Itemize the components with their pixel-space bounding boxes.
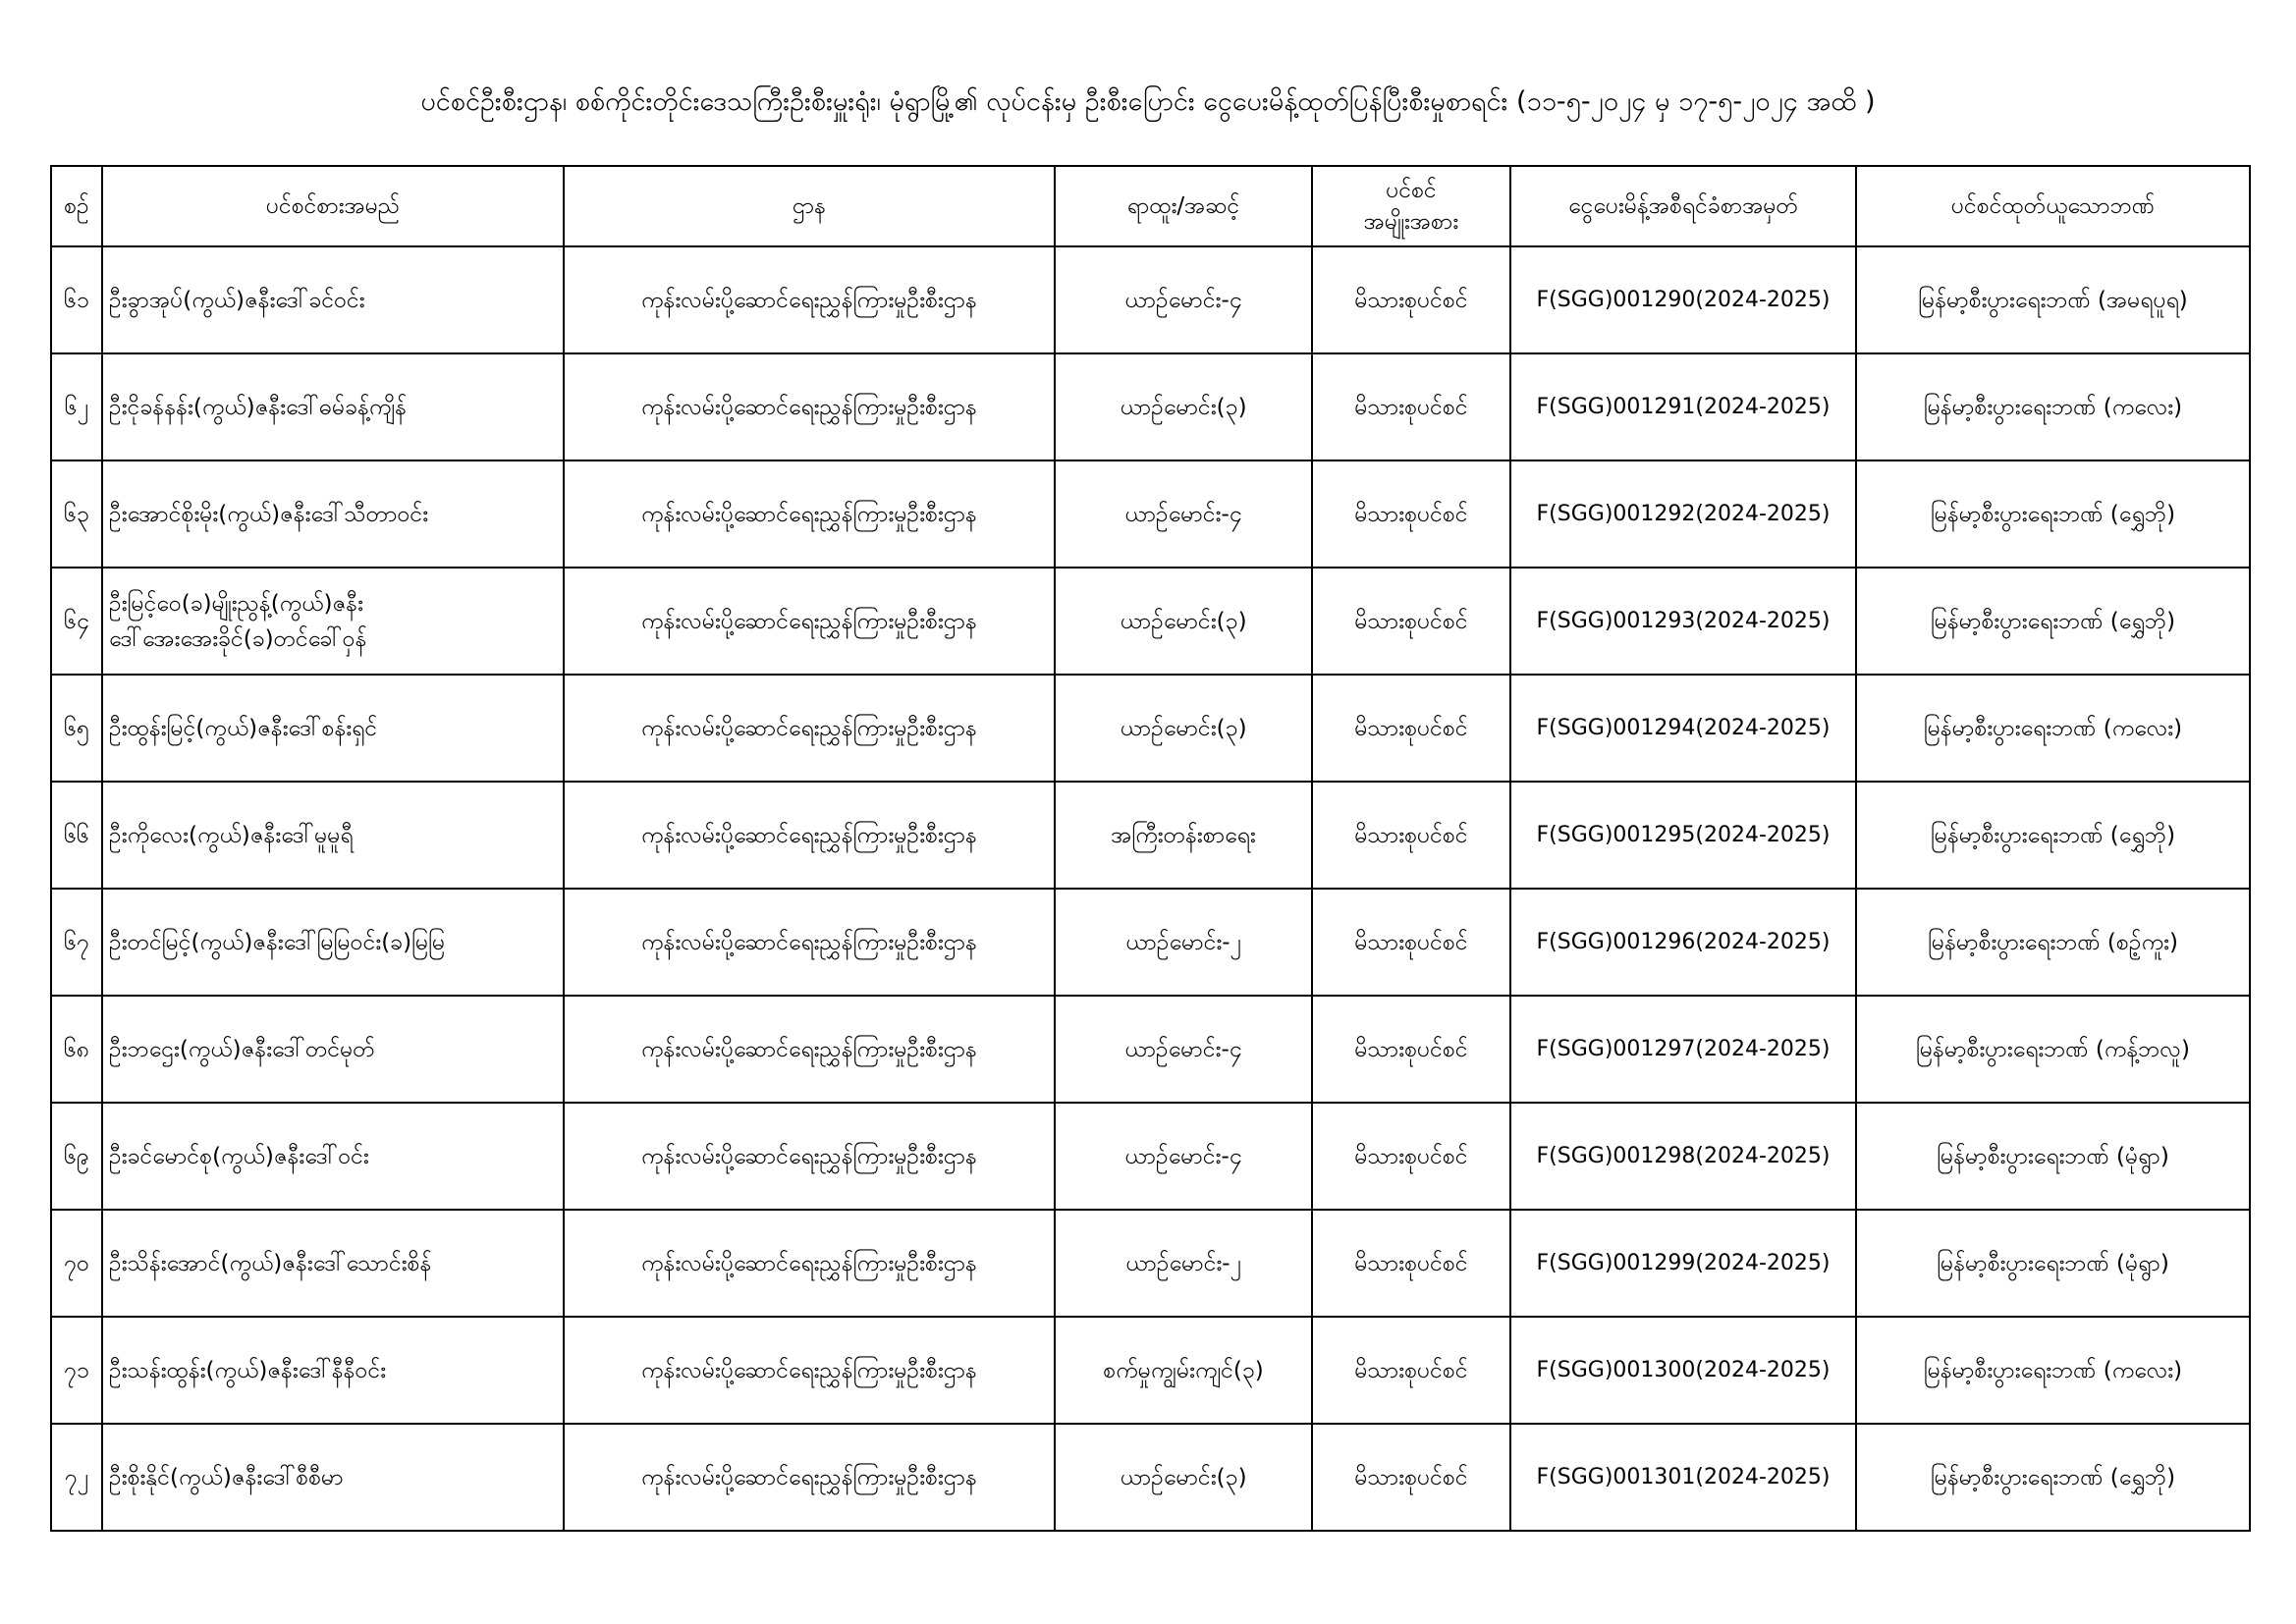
- cell-no: ၇၀: [51, 1210, 102, 1317]
- cell-bank: မြန်မာ့စီးပွားရေးဘဏ် (မုံရွာ): [1856, 1210, 2250, 1317]
- cell-order-no: F(SGG)001292(2024-2025): [1510, 460, 1856, 568]
- cell-order-no: F(SGG)001300(2024-2025): [1510, 1317, 1856, 1424]
- cell-department: ကုန်းလမ်းပို့ဆောင်ရေးညွှန်ကြားမှုဦးစီးဌာန: [564, 246, 1055, 353]
- cell-pension-type: မိသားစုပင်စင်: [1312, 1317, 1510, 1424]
- pension-table: [50, 165, 2251, 1532]
- cell-rank: အကြီးတန်းစာရေး: [1055, 782, 1312, 889]
- cell-order-no: F(SGG)001297(2024-2025): [1510, 996, 1856, 1103]
- cell-rank: ယာဉ်မောင်း-၂: [1055, 1210, 1312, 1317]
- table-row: [51, 353, 2250, 460]
- cell-bank: မြန်မာ့စီးပွားရေးဘဏ် (ရွှေဘို): [1856, 568, 2250, 675]
- header-pension-type: [1312, 166, 1510, 246]
- table-row: [51, 1424, 2250, 1531]
- header-pension-type-line1: ပင်စင်: [1386, 178, 1437, 203]
- cell-name-line1: ဦးအောင်စိုးမိုး(ကွယ်)ဇနီးဒေါ်သီတာဝင်း: [109, 501, 429, 527]
- cell-no: ၆၉: [51, 1103, 102, 1210]
- cell-department: ကုန်းလမ်းပို့ဆောင်ရေးညွှန်ကြားမှုဦးစီးဌာန: [564, 675, 1055, 782]
- cell-department: ကုန်းလမ်းပို့ဆောင်ရေးညွှန်ကြားမှုဦးစီးဌာန: [564, 1424, 1055, 1531]
- table-row: [51, 1317, 2250, 1424]
- table-header-row: [51, 166, 2250, 246]
- header-pension-type-line2: အမျိုးအစား: [1363, 209, 1459, 235]
- cell-no: ၆၆: [51, 782, 102, 889]
- cell-rank: ယာဉ်မောင်း(၃): [1055, 1424, 1312, 1531]
- cell-pension-type: မိသားစုပင်စင်: [1312, 675, 1510, 782]
- cell-no: ၆၄: [51, 568, 102, 675]
- cell-department: ကုန်းလမ်းပို့ဆောင်ရေးညွှန်ကြားမှုဦးစီးဌာန: [564, 353, 1055, 460]
- cell-bank: မြန်မာ့စီးပွားရေးဘဏ် (ကလေး): [1856, 675, 2250, 782]
- cell-name: [102, 1210, 564, 1317]
- cell-name: [102, 675, 564, 782]
- cell-order-no: F(SGG)001296(2024-2025): [1510, 889, 1856, 996]
- cell-order-no: F(SGG)001295(2024-2025): [1510, 782, 1856, 889]
- cell-name: [102, 353, 564, 460]
- cell-pension-type: မိသားစုပင်စင်: [1312, 889, 1510, 996]
- cell-no: ၆၅: [51, 675, 102, 782]
- cell-name: [102, 246, 564, 353]
- table-body: [51, 246, 2250, 1531]
- cell-order-no: F(SGG)001290(2024-2025): [1510, 246, 1856, 353]
- cell-department: ကုန်းလမ်းပို့ဆောင်ရေးညွှန်ကြားမှုဦးစီးဌာန: [564, 996, 1055, 1103]
- cell-pension-type: မိသားစုပင်စင်: [1312, 568, 1510, 675]
- cell-rank: ယာဉ်မောင်း-၄: [1055, 1103, 1312, 1210]
- cell-name: [102, 1424, 564, 1531]
- document-title: ပင်စင်ဦးစီးဌာန၊ စစ်ကိုင်းတိုင်းဒေသကြီးဦးစီးမှူးရုံး၊ မုံရွာမြို့၏ လုပ်ငန်းမှ ဦးစီးပြောင်း ငွေပေးမိန့်ထုတ်ပြန်ပြီးစီးမှုစာရင်း (၁၁-၅-၂၀၂၄ မှ ၁၇-၅-၂၀၂၄ အထိ ): [420, 86, 1876, 117]
- cell-department: ကုန်းလမ်းပို့ဆောင်ရေးညွှန်ကြားမှုဦးစီးဌာန: [564, 568, 1055, 675]
- cell-no: ၆၂: [51, 353, 102, 460]
- cell-pension-type: မိသားစုပင်စင်: [1312, 1210, 1510, 1317]
- cell-bank: မြန်မာ့စီးပွားရေးဘဏ် (ရွှေဘို): [1856, 1424, 2250, 1531]
- cell-department: ကုန်းလမ်းပို့ဆောင်ရေးညွှန်ကြားမှုဦးစီးဌာန: [564, 460, 1055, 568]
- cell-name: [102, 1317, 564, 1424]
- cell-department: ကုန်းလမ်းပို့ဆောင်ရေးညွှန်ကြားမှုဦးစီးဌာန: [564, 889, 1055, 996]
- cell-name: [102, 568, 564, 675]
- table-row: [51, 782, 2250, 889]
- cell-name-line2: ဒေါ်အေးအေးခိုင်(ခ)တင်ခေါ်ဝှန်: [109, 625, 367, 652]
- cell-name-line1: ဦးကိုလေး(ကွယ်)ဇနီးဒေါ်မူမူရီ: [109, 822, 354, 848]
- cell-rank: ယာဉ်မောင်း(၃): [1055, 675, 1312, 782]
- cell-name-line1: ဦးသိန်းအောင်(ကွယ်)ဇနီးဒေါ်သောင်းစိန်: [109, 1250, 432, 1276]
- cell-no: ၆၁: [51, 246, 102, 353]
- cell-bank: မြန်မာ့စီးပွားရေးဘဏ် (အမရပူရ): [1856, 246, 2250, 353]
- cell-name-line1: ဦးမြင့်ဝေ(ခ)မျိုးညွန့်(ကွယ်)ဇနီး: [109, 590, 363, 617]
- cell-pension-type: မိသားစုပင်စင်: [1312, 246, 1510, 353]
- header-rank: ရာထူး/အဆင့်: [1055, 166, 1312, 246]
- cell-pension-type: မိသားစုပင်စင်: [1312, 353, 1510, 460]
- cell-name: [102, 460, 564, 568]
- cell-rank: ယာဉ်မောင်း-၄: [1055, 246, 1312, 353]
- cell-department: ကုန်းလမ်းပို့ဆောင်ရေးညွှန်ကြားမှုဦးစီးဌာန: [564, 1210, 1055, 1317]
- cell-rank: ယာဉ်မောင်း(၃): [1055, 568, 1312, 675]
- cell-no: ၆၇: [51, 889, 102, 996]
- cell-rank: ယာဉ်မောင်း-၄: [1055, 996, 1312, 1103]
- cell-order-no: F(SGG)001294(2024-2025): [1510, 675, 1856, 782]
- cell-rank: ယာဉ်မောင်း-၄: [1055, 460, 1312, 568]
- cell-no: ၇၁: [51, 1317, 102, 1424]
- cell-no: ၆၈: [51, 996, 102, 1103]
- cell-department: ကုန်းလမ်းပို့ဆောင်ရေးညွှန်ကြားမှုဦးစီးဌာန: [564, 1103, 1055, 1210]
- cell-name: [102, 1103, 564, 1210]
- cell-name-line1: ဦးငိုခန်နန်း(ကွယ်)ဇနီးဒေါ်ဓမ်ခန့်ကျိန်: [109, 394, 407, 420]
- cell-name: [102, 996, 564, 1103]
- cell-pension-type: မိသားစုပင်စင်: [1312, 1103, 1510, 1210]
- table-row: [51, 1210, 2250, 1317]
- cell-pension-type: မိသားစုပင်စင်: [1312, 782, 1510, 889]
- header-order-no: ငွေပေးမိန့်အစီရင်ခံစာအမှတ်: [1510, 166, 1856, 246]
- cell-no: ၇၂: [51, 1424, 102, 1531]
- header-bank: ပင်စင်ထုတ်ယူသောဘဏ်: [1856, 166, 2250, 246]
- table-row: [51, 889, 2250, 996]
- cell-order-no: F(SGG)001291(2024-2025): [1510, 353, 1856, 460]
- cell-no: ၆၃: [51, 460, 102, 568]
- cell-pension-type: မိသားစုပင်စင်: [1312, 1424, 1510, 1531]
- cell-name-line1: ဦးခွာအုပ်(ကွယ်)ဇနီးဒေါ်ခင်ဝင်း: [109, 287, 365, 313]
- cell-name-line1: ဦးထွန်းမြင့်(ကွယ်)ဇနီးဒေါ်စန်းရှင်: [109, 715, 378, 741]
- cell-order-no: F(SGG)001293(2024-2025): [1510, 568, 1856, 675]
- table-row: [51, 675, 2250, 782]
- cell-rank: စက်မှုကျွမ်းကျင်(၃): [1055, 1317, 1312, 1424]
- cell-name-line1: ဦးသန်းထွန်း(ကွယ်)ဇနီးဒေါ်နီနီဝင်း: [109, 1357, 387, 1383]
- cell-order-no: F(SGG)001299(2024-2025): [1510, 1210, 1856, 1317]
- cell-bank: မြန်မာ့စီးပွားရေးဘဏ် (စဉ့်ကူး): [1856, 889, 2250, 996]
- table-row: [51, 996, 2250, 1103]
- header-no: စဉ်: [51, 166, 102, 246]
- cell-bank: မြန်မာ့စီးပွားရေးဘဏ် (ရွှေဘို): [1856, 782, 2250, 889]
- cell-name-line1: ဦးတင်မြင့်(ကွယ်)ဇနီးဒေါ်မြမြဝင်း(ခ)မြမြ: [109, 929, 446, 955]
- table-row: [51, 1103, 2250, 1210]
- cell-name-line1: ဦးဘဌေး(ကွယ်)ဇနီးဒေါ်တင်မုတ်: [109, 1036, 375, 1062]
- header-name: ပင်စင်စားအမည်: [102, 166, 564, 246]
- cell-bank: မြန်မာ့စီးပွားရေးဘဏ် (ကလေး): [1856, 353, 2250, 460]
- header-department: ဌာန: [564, 166, 1055, 246]
- cell-pension-type: မိသားစုပင်စင်: [1312, 996, 1510, 1103]
- cell-name: [102, 782, 564, 889]
- cell-department: ကုန်းလမ်းပို့ဆောင်ရေးညွှန်ကြားမှုဦးစီးဌာန: [564, 782, 1055, 889]
- cell-bank: မြန်မာ့စီးပွားရေးဘဏ် (ကန့်ဘလူ): [1856, 996, 2250, 1103]
- cell-bank: မြန်မာ့စီးပွားရေးဘဏ် (ကလေး): [1856, 1317, 2250, 1424]
- table-row: [51, 460, 2250, 568]
- cell-rank: ယာဉ်မောင်း(၃): [1055, 353, 1312, 460]
- cell-pension-type: မိသားစုပင်စင်: [1312, 460, 1510, 568]
- cell-order-no: F(SGG)001298(2024-2025): [1510, 1103, 1856, 1210]
- cell-bank: မြန်မာ့စီးပွားရေးဘဏ် (မုံရွာ): [1856, 1103, 2250, 1210]
- cell-department: ကုန်းလမ်းပို့ဆောင်ရေးညွှန်ကြားမှုဦးစီးဌာန: [564, 1317, 1055, 1424]
- cell-name-line1: ဦးစိုးနိုင်(ကွယ်)ဇနီးဒေါ်စီစီမာ: [109, 1464, 344, 1490]
- table-row: [51, 568, 2250, 675]
- table-row: [51, 246, 2250, 353]
- cell-rank: ယာဉ်မောင်း-၂: [1055, 889, 1312, 996]
- cell-name: [102, 889, 564, 996]
- cell-order-no: F(SGG)001301(2024-2025): [1510, 1424, 1856, 1531]
- cell-bank: မြန်မာ့စီးပွားရေးဘဏ် (ရွှေဘို): [1856, 460, 2250, 568]
- cell-name-line1: ဦးခင်မောင်စု(ကွယ်)ဇနီးဒေါ်ဝင်း: [109, 1143, 369, 1169]
